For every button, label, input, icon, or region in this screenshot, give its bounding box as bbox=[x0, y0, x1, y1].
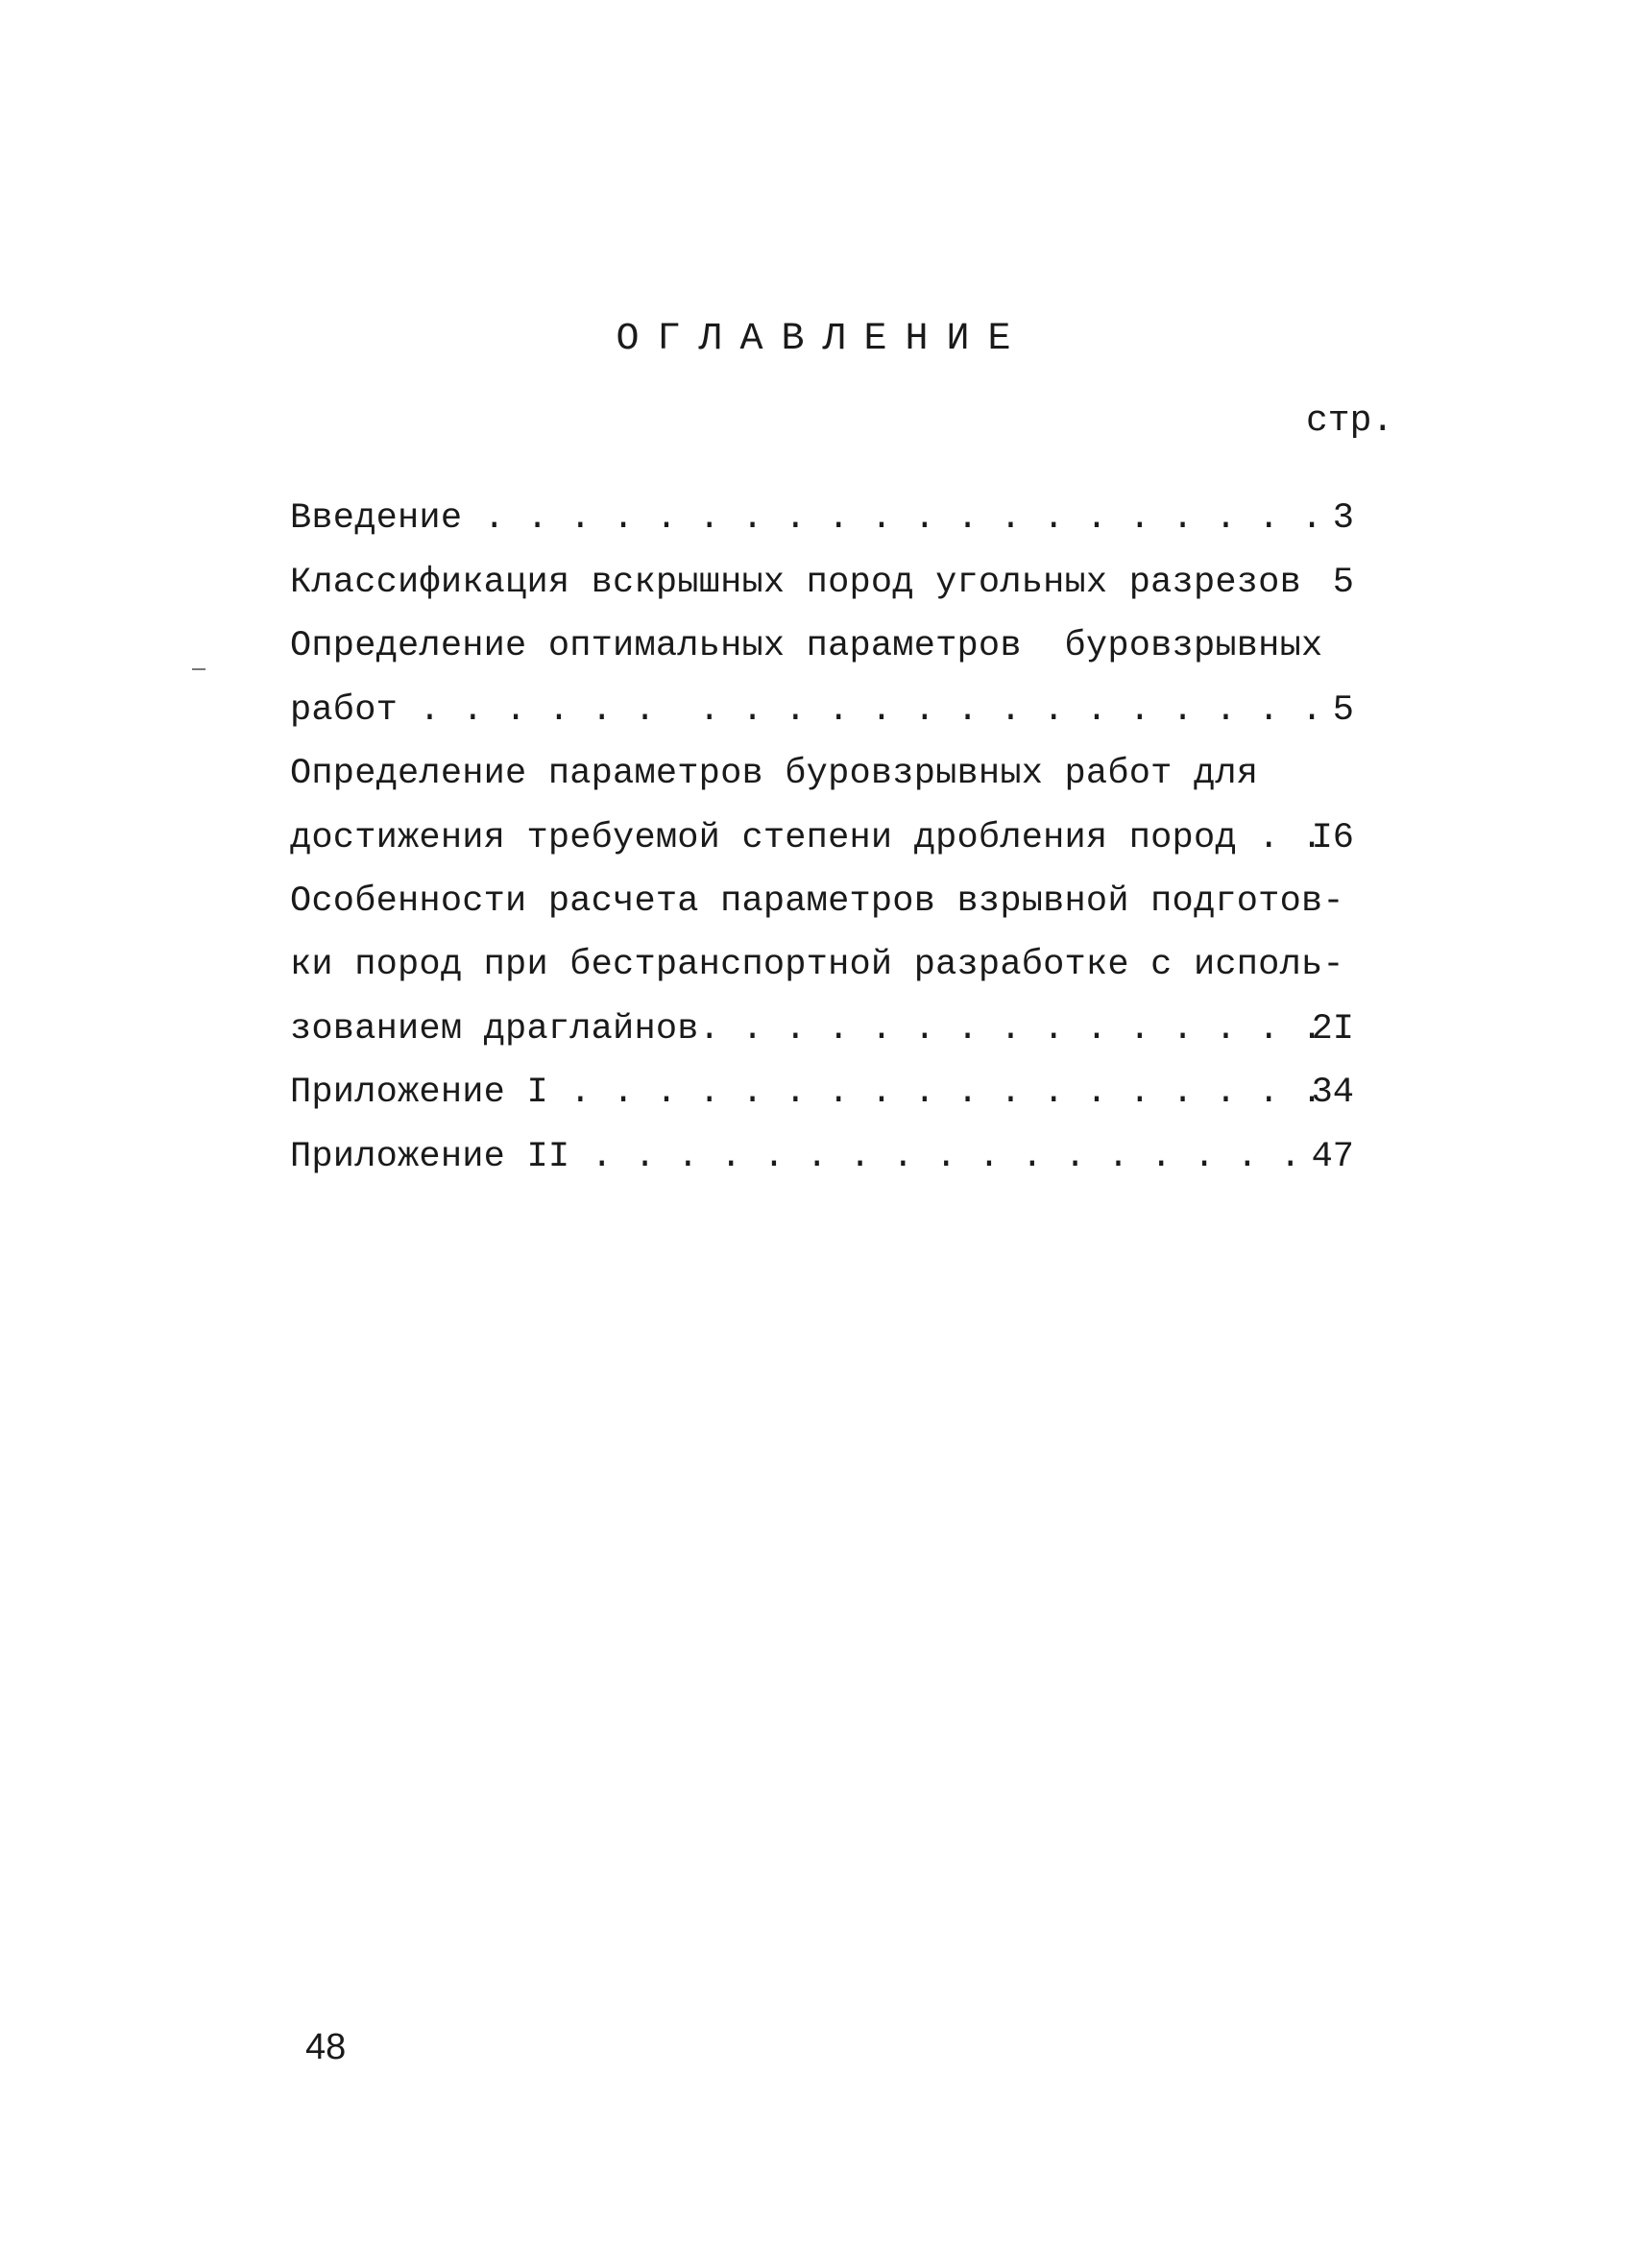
toc-line: зованием драглайнов. . . . . . . . . . . . . . . bbox=[290, 1009, 1323, 1050]
toc-page-ref: 47 bbox=[1311, 1137, 1354, 1177]
toc-page-ref: 3 bbox=[1332, 498, 1354, 539]
toc-page-ref: 5 bbox=[1332, 563, 1354, 603]
toc-page-ref: 34 bbox=[1311, 1073, 1354, 1113]
toc-page-ref: 5 bbox=[1332, 690, 1354, 731]
toc-line: ки пород при бестранспортной разработке с исполь- bbox=[290, 945, 1344, 985]
toc-line: работ . . . . . . . . . . . . . . . . . . . . . bbox=[290, 690, 1323, 731]
toc-page-ref: 2I bbox=[1311, 1009, 1354, 1050]
toc-line: Приложение II . . . . . . . . . . . . . . . . . bbox=[290, 1137, 1301, 1177]
toc-line: Введение . . . . . . . . . . . . . . . . . . . . bbox=[290, 498, 1323, 539]
document-title: ОГЛАВЛЕНИЕ bbox=[616, 318, 1029, 361]
toc-line: Классификация вскрышных пород угольных разрезов bbox=[290, 563, 1301, 603]
pages-column-header: стр. bbox=[1306, 400, 1394, 442]
toc-line: достижения требуемой степени дробления пород . . bbox=[290, 818, 1323, 858]
toc-line: Приложение I . . . . . . . . . . . . . . . . . . bbox=[290, 1073, 1323, 1113]
toc-line: Определение оптимальных параметров буровзрывных bbox=[290, 626, 1323, 666]
scan-speck bbox=[192, 668, 206, 670]
toc-line: Особенности расчета параметров взрывной подготов- bbox=[290, 881, 1344, 922]
toc-page-ref: I6 bbox=[1311, 818, 1354, 858]
toc-line: Определение параметров буровзрывных работ для bbox=[290, 754, 1259, 794]
footer-page-number: 48 bbox=[305, 2027, 347, 2067]
